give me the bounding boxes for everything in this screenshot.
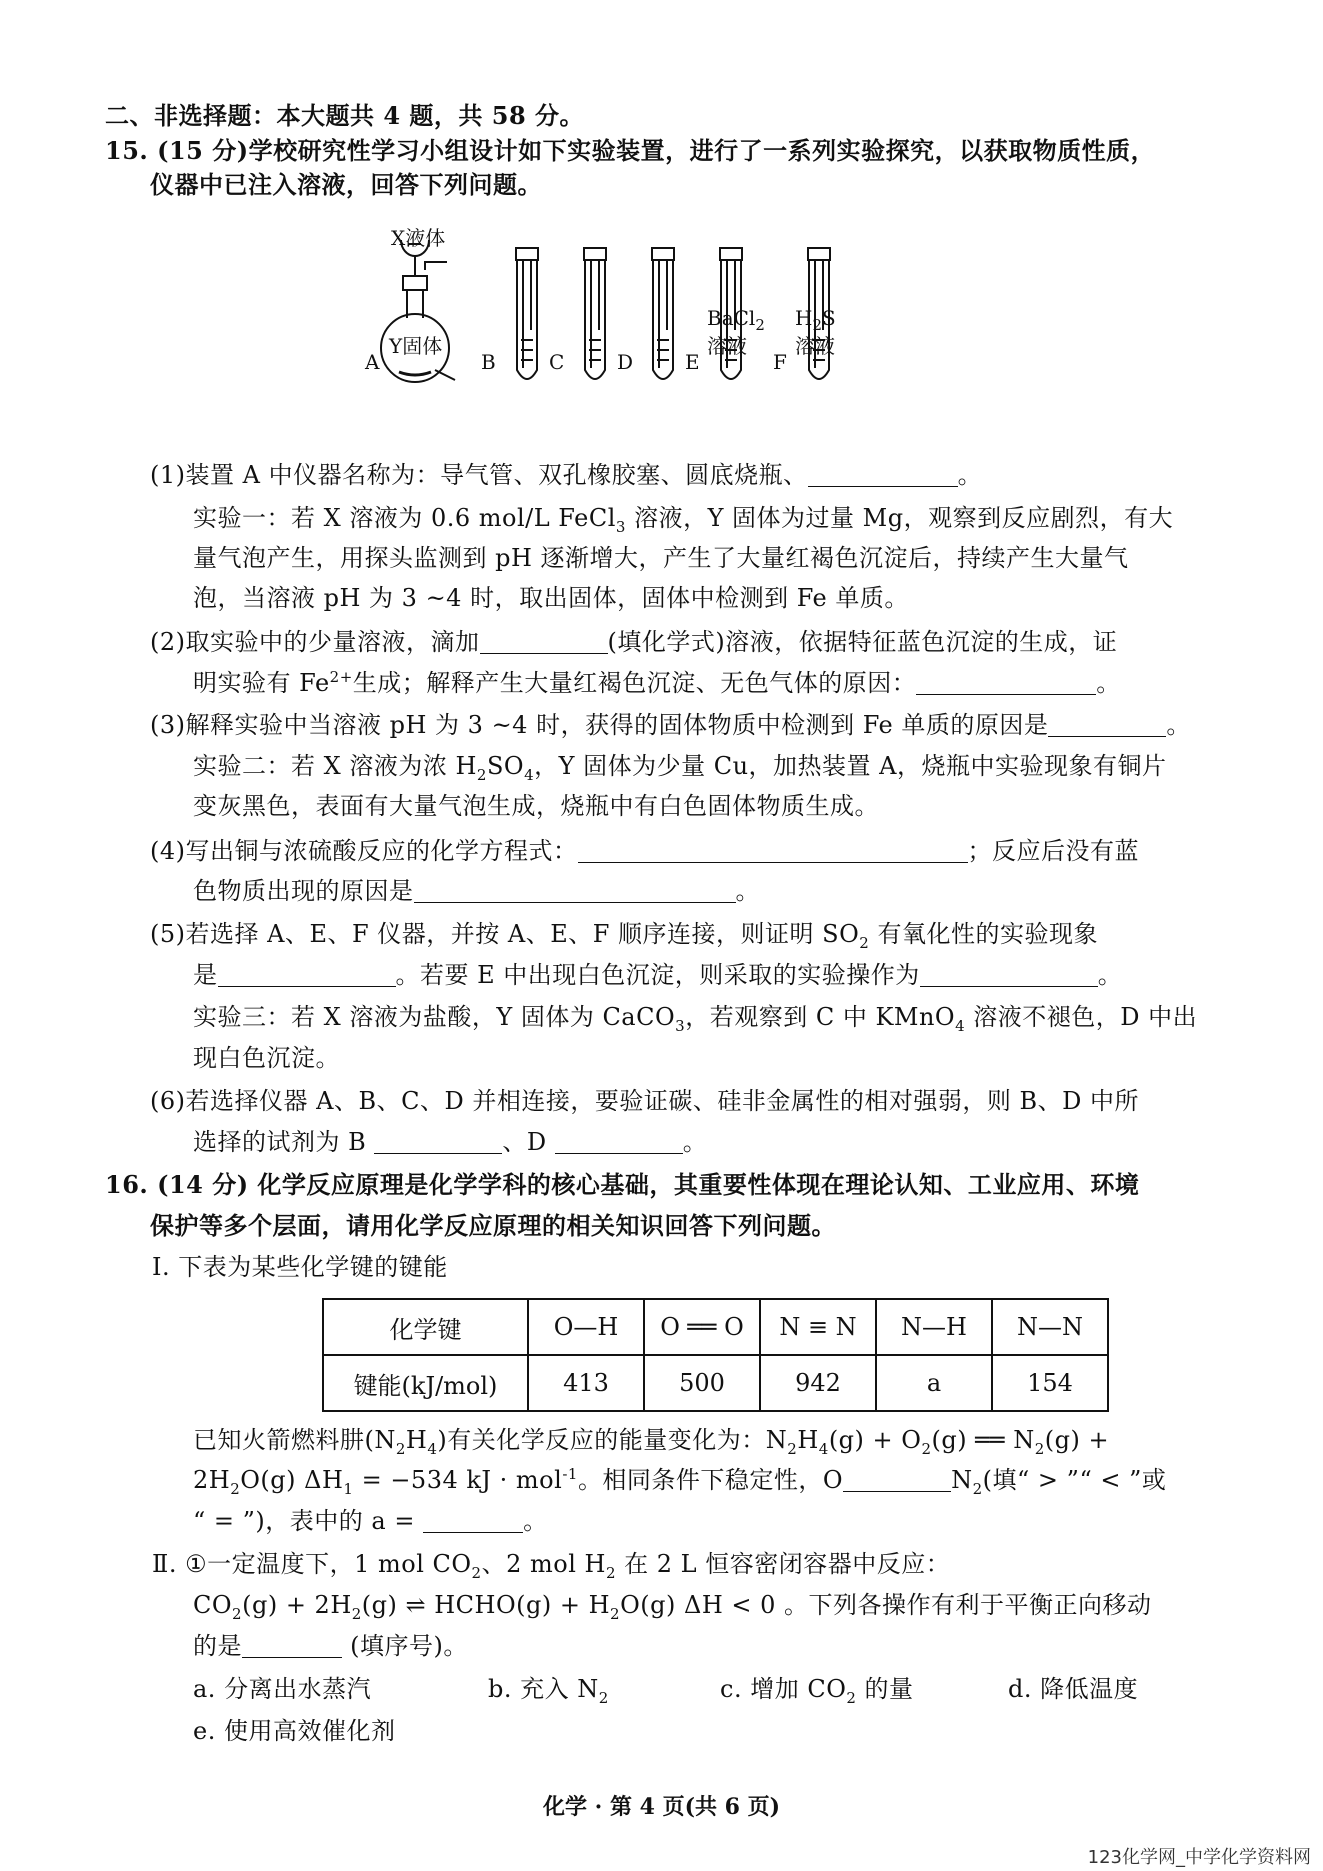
q16-stem-line-2: 保护等多个层面，请用化学反应原理的相关知识回答下列问题。 xyxy=(150,1211,836,1240)
q15-p2-line-2: 明实验有 $Fe^{2+}$生成；解释产生大量红褐色沉淀、无色气体的原因： 。 xyxy=(193,668,1121,697)
table-header-cell: N—H xyxy=(876,1299,992,1355)
test-tube-C xyxy=(567,240,623,379)
table-cell: 942 xyxy=(760,1355,876,1411)
answer-blank-4[interactable] xyxy=(1048,710,1166,737)
table-row xyxy=(323,1299,1108,1355)
answer-blank-2[interactable] xyxy=(480,627,608,654)
watermark: 123化学网_中学化学资料网 xyxy=(1087,1847,1311,1868)
q15-p4-line-2: 色物质出现的原因是 。 xyxy=(193,877,760,905)
x-liquid-label: X液体 xyxy=(391,226,446,250)
part2-line-2: $CO_2(g) + 2H_2(g)$ ⇌ HCHO(g) + $H_2O(g) \Delta H < 0$ 。下列各操作有利于平衡正向移动 xyxy=(193,1591,1152,1623)
exp2-line-2: 变灰黑色，表面有大量气泡生成，烧瓶中有白色固体物质生成。 xyxy=(193,792,879,820)
section-title: 二、非选择题：本大题共 4 题，共 58 分。 xyxy=(105,101,585,130)
option-b: b. 充入 $N_2$ xyxy=(488,1675,609,1707)
answer-blank-8[interactable] xyxy=(920,960,1098,987)
label-A: A xyxy=(365,350,380,374)
apparatus-figure xyxy=(365,226,995,445)
q15-p5-line-1: (5)若选择 A、E、F 仪器，并按 A、E、F 顺序连接，则证明 $SO_2$ 有氧化性的实验现象 xyxy=(150,920,1098,952)
table-cell: 键能(kJ/mol) xyxy=(323,1355,528,1411)
answer-blank-11[interactable] xyxy=(843,1465,951,1492)
answer-blank-13[interactable] xyxy=(242,1631,342,1658)
option-c: c. 增加 $CO_2$ 的量 xyxy=(720,1675,914,1707)
y-solid-label: Y固体 xyxy=(389,334,443,358)
answer-blank-7[interactable] xyxy=(218,960,396,987)
bond-energy-table xyxy=(322,1298,1109,1412)
apparatus-detail xyxy=(355,240,975,445)
part2-line-1: Ⅱ. ①一定温度下，1 mol $CO_2$、2 mol $H_2$ 在 2 L 恒容密闭容器中反应： xyxy=(152,1550,951,1582)
test-tube-B xyxy=(500,240,555,379)
apparatus-A xyxy=(381,240,455,382)
table-cell: a xyxy=(876,1355,992,1411)
answer-blank-9[interactable] xyxy=(374,1127,502,1154)
q15-p4-line-1: (4)写出铜与浓硫酸反应的化学方程式： ；反应后没有蓝 xyxy=(150,837,1139,865)
table-cell: 500 xyxy=(644,1355,760,1411)
q15-stem-line-1: 15. (15 分)学校研究性学习小组设计如下实验装置，进行了一系列实验探究，以获取物质性质， xyxy=(105,136,1156,165)
label-E: E xyxy=(685,350,700,374)
answer-blank-1[interactable] xyxy=(808,460,958,487)
q16-t2: $2H_2O(g) \Delta H_1 = -534$ kJ · mol$^{-1}$。相同条件下稳定性，O $N_2$(填“ > ”“ < ”或 xyxy=(193,1465,1167,1498)
table-header-cell: O—H xyxy=(528,1299,644,1355)
q16-t3: “ = ”)，表中的 a = 。 xyxy=(193,1507,548,1535)
exp1-line-2: 量气泡产生，用探头监测到 pH 逐渐增大，产生了大量红褐色沉淀后，持续产生大量气 xyxy=(193,544,1129,572)
exp2-line-1: 实验二：若 X 溶液为浓 $H_2SO_4$，Y 固体为少量 Cu，加热装置 A，烧瓶中实验现象有铜片 xyxy=(193,752,1167,784)
q16-t1: 已知火箭燃料肼$(N_2H_4)$有关化学反应的能量变化为：$N_2H_4(g) + O_2(g)$ ══ $N_2(g)$ + xyxy=(193,1426,1110,1458)
q15-p3: (3)解释实验中当溶液 pH 为 3 ~4 时，获得的固体物质中检测到 Fe 单质的原因是 。 xyxy=(150,711,1191,739)
part2-line-3: 的是 (填序号)。 xyxy=(193,1632,468,1660)
q15-p6-line-1: (6)若选择仪器 A、B、C、D 并相连接，要验证碳、硅非金属性的相对强弱，则 B、D 中所 xyxy=(150,1087,1139,1115)
table-header-cell: 化学键 xyxy=(323,1299,528,1355)
answer-blank-10[interactable] xyxy=(555,1127,683,1154)
option-a: a. 分离出水蒸汽 xyxy=(193,1675,372,1703)
bacl2-label: BaCl$_2$ 溶液 xyxy=(707,306,765,358)
table-header-cell: O ══ O xyxy=(644,1299,760,1355)
table-header-cell: N ≡ N xyxy=(760,1299,876,1355)
table-row xyxy=(323,1355,1108,1411)
label-D: D xyxy=(617,350,634,374)
q16-stem-line-1: 16. (14 分) 化学反应原理是化学学科的核心基础，其重要性体现在理论认知、工业应用、环境 xyxy=(105,1170,1140,1199)
exp3-line-2: 现白色沉淀。 xyxy=(193,1044,340,1072)
option-e: e. 使用高效催化剂 xyxy=(193,1717,396,1745)
h2s-label: $H_2S$ 溶液 xyxy=(795,306,836,358)
answer-blank-6[interactable] xyxy=(414,876,736,903)
test-tube-D xyxy=(635,240,691,379)
q15-p5-line-2: 是 。若要 E 中出现白色沉淀，则采取的实验操作为 。 xyxy=(193,961,1123,989)
q15-p2-line-1: (2)取实验中的少量溶液，滴加 (填化学式)溶液，依据特征蓝色沉淀的生成，证 xyxy=(150,628,1118,656)
answer-blank-12[interactable] xyxy=(423,1506,523,1533)
exp1-line-3: 泡，当溶液 pH 为 3 ~4 时，取出固体，固体中检测到 Fe 单质。 xyxy=(193,584,909,612)
q15-stem-line-2: 仪器中已注入溶液，回答下列问题。 xyxy=(150,170,542,199)
label-F: F xyxy=(773,350,787,374)
label-B: B xyxy=(481,350,496,374)
answer-blank-3[interactable] xyxy=(916,668,1096,695)
answer-blank-5[interactable] xyxy=(578,836,968,863)
page-footer: 化学 · 第 4 页(共 6 页) xyxy=(542,1794,781,1820)
q15-p6-line-2: 选择的试剂为 B 、D 。 xyxy=(193,1128,708,1156)
table-cell: 413 xyxy=(528,1355,644,1411)
label-C: C xyxy=(549,350,565,374)
exp1-line-1: 实验一：若 X 溶液为 0.6 mol/L FeCl$_3$ 溶液，Y 固体为过量 Mg，观察到反应剧烈，有大 xyxy=(193,504,1174,536)
exp3-line-1: 实验三：若 X 溶液为盐酸，Y 固体为 CaCO$_3$，若观察到 C 中 KMnO$_4$ 溶液不褪色，D 中出 xyxy=(193,1003,1198,1035)
part1-title: Ⅰ. 下表为某些化学键的键能 xyxy=(152,1253,448,1281)
table-header-cell: N—N xyxy=(992,1299,1108,1355)
option-d: d. 降低温度 xyxy=(1008,1675,1139,1703)
table-cell: 154 xyxy=(992,1355,1108,1411)
q15-p1: (1)装置 A 中仪器名称为：导气管、双孔橡胶塞、圆底烧瓶、 。 xyxy=(150,461,983,489)
